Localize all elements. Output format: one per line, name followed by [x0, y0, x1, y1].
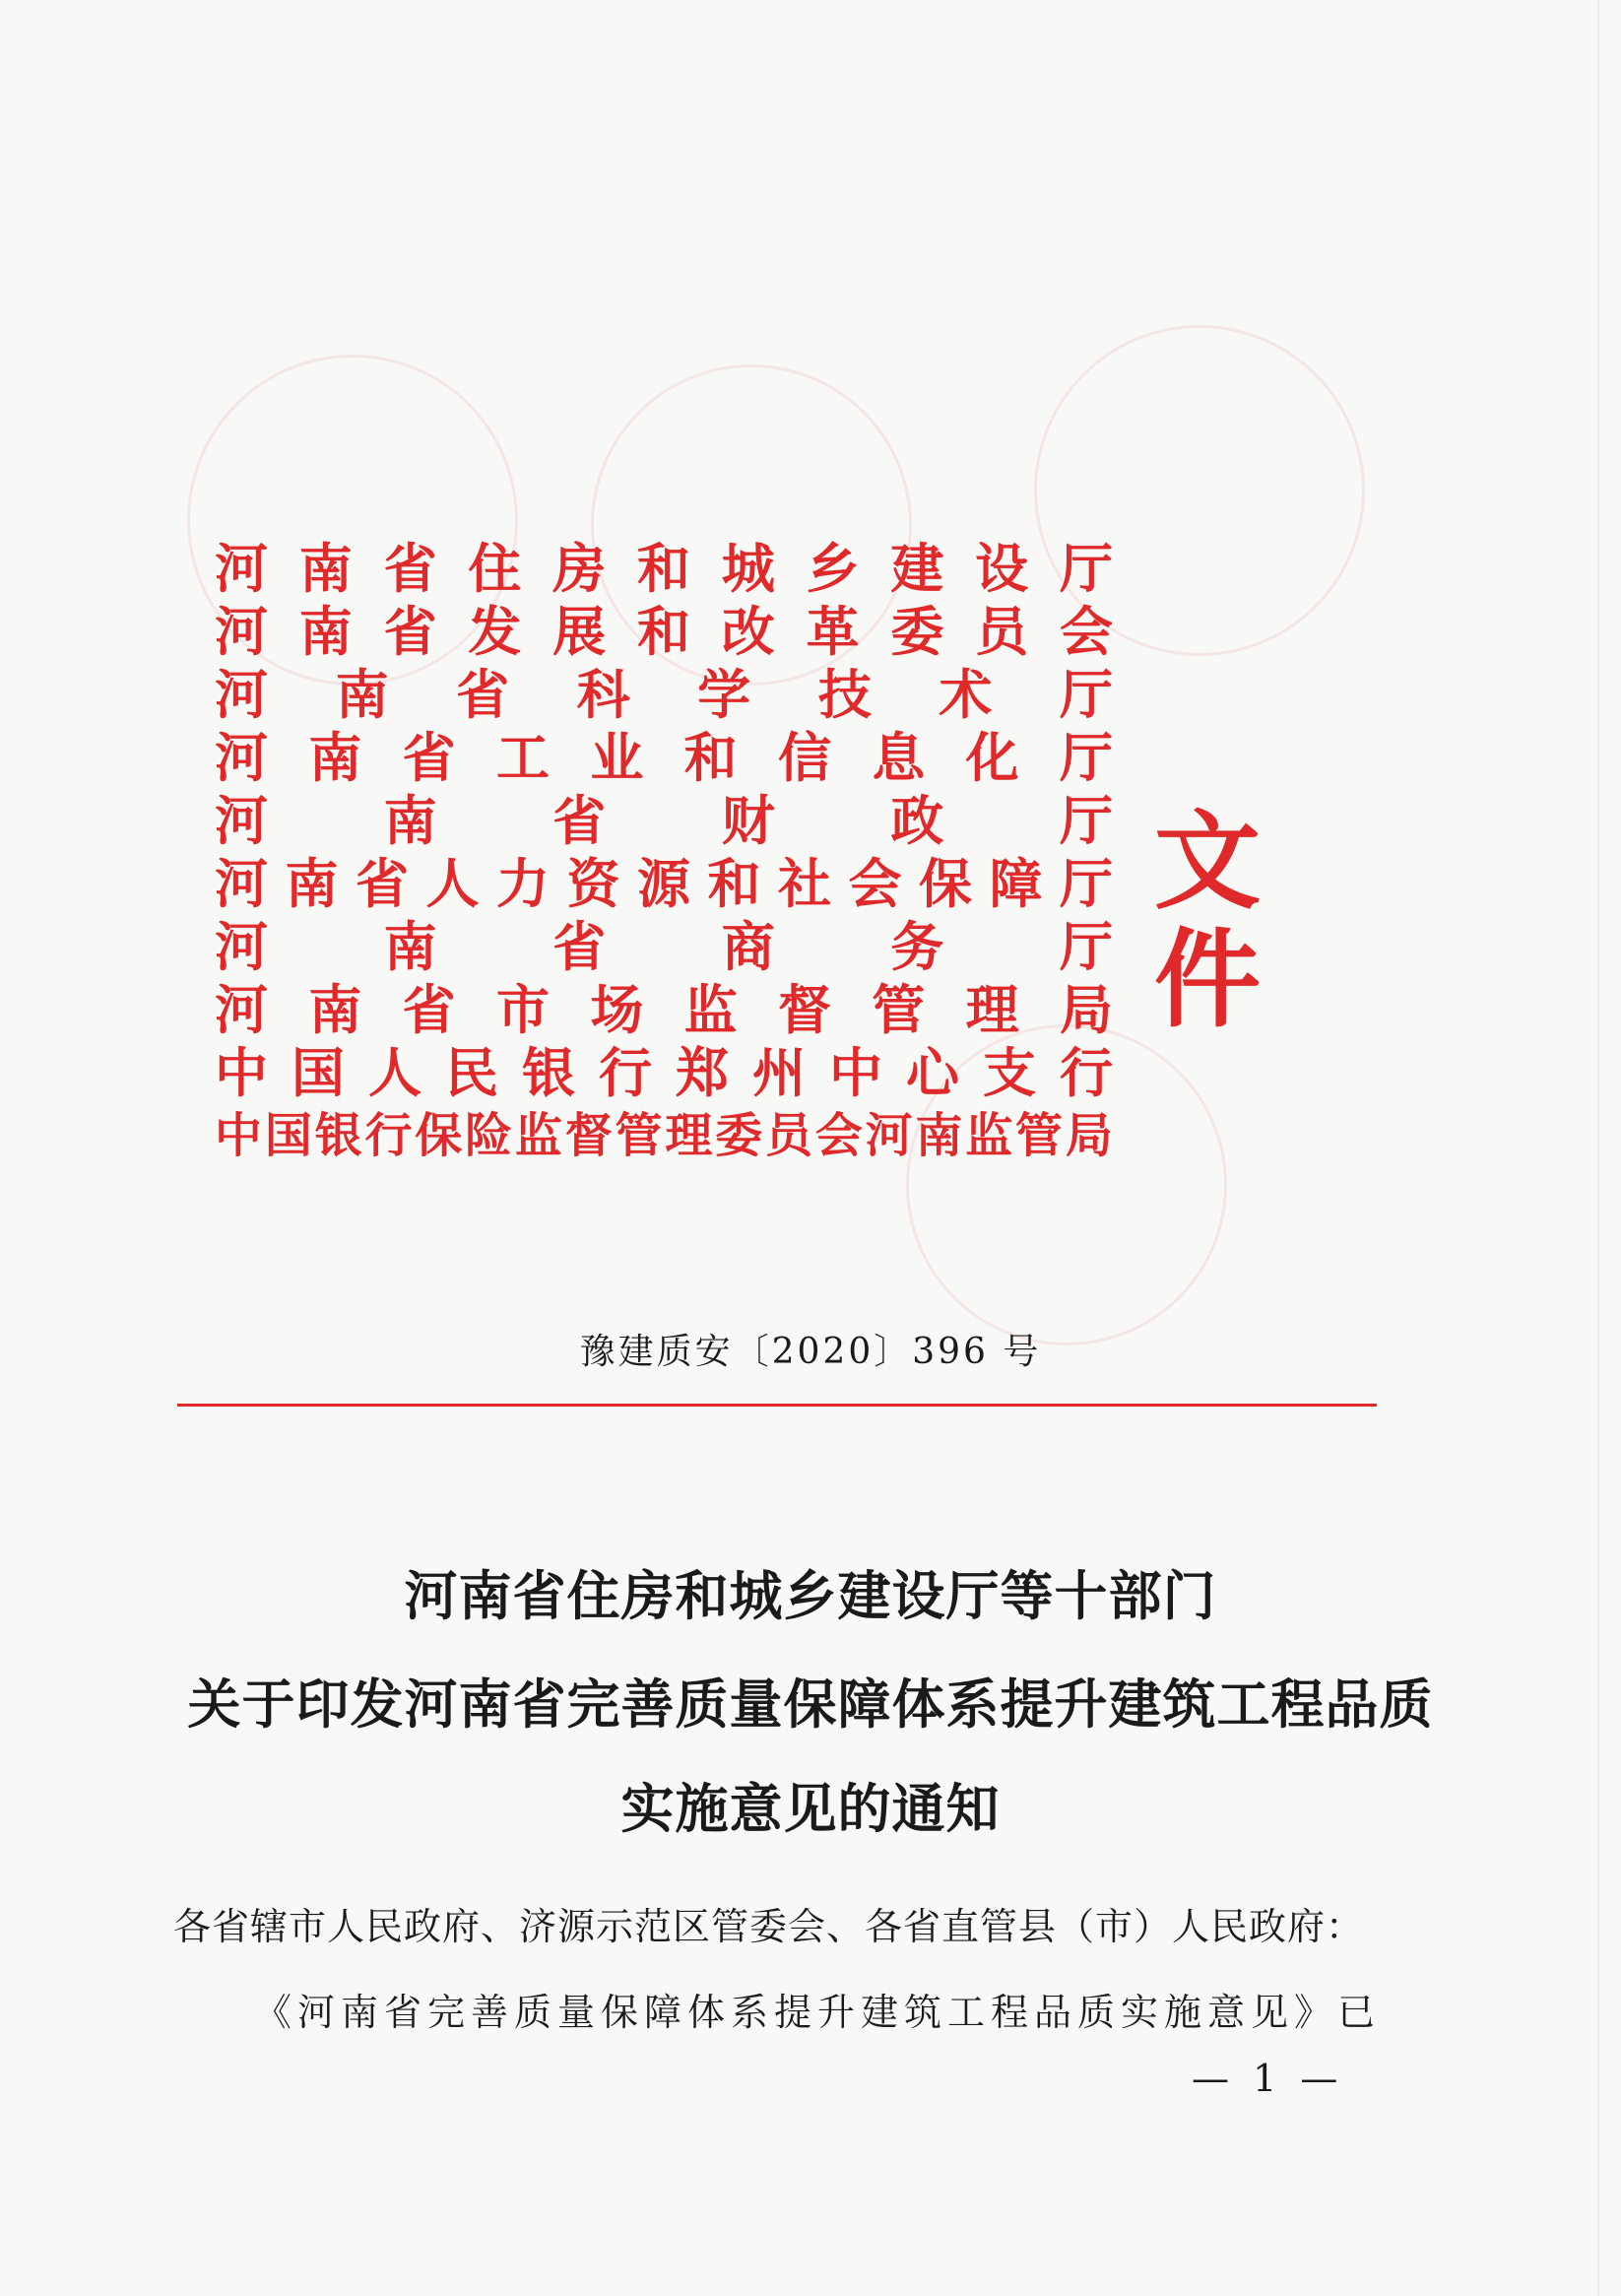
issuer-line: 中 国 人 民 银 行 郑 州 中 心 支 行	[215, 1041, 1113, 1104]
issuer-line: 河 南 省 住 房 和 城 乡 建 设 厅	[215, 537, 1113, 600]
document-number: 豫建质安〔2020〕396 号	[579, 1332, 1042, 1372]
document-label: 文件	[1154, 800, 1265, 1042]
red-separator-line	[177, 1404, 1377, 1407]
issuer-line: 河 南 省 市 场 监 督 管 理 局	[215, 978, 1113, 1041]
binding-edge	[1597, 0, 1599, 2296]
issuer-line: 中 国 银 行 保 险 监 督 管 理 委 员 会 河 南 监 管 局	[215, 1108, 1113, 1163]
title-line-2: 关于印发河南省完善质量保障体系提升建筑工程品质	[187, 1673, 1434, 1736]
body-paragraph-first-line: 《河南省完善质量保障体系提升建筑工程品质实施意见》已	[254, 1991, 1382, 2034]
issuing-authorities	[215, 537, 1113, 1167]
title-line-3: 实施意见的通知	[620, 1778, 1001, 1840]
issuer-line: 河 南 省 财 政 厅	[215, 789, 1113, 852]
issuer-line: 河 南 省 商 务 厅	[215, 915, 1113, 978]
issuer-line: 河 南 省 发 展 和 改 革 委 员 会	[215, 600, 1113, 663]
page-number: — 1 —	[1192, 2057, 1344, 2100]
issuer-line: 河 南 省 人 力 资 源 和 社 会 保 障 厅	[215, 852, 1113, 915]
addressee: 各省辖市人民政府、济源示范区管委会、各省直管县（市）人民政府：	[173, 1905, 1365, 1948]
issuer-line: 河 南 省 工 业 和 信 息 化 厅	[215, 726, 1113, 789]
title-line-1: 河南省住房和城乡建设厅等十部门	[404, 1565, 1217, 1627]
issuer-line: 河 南 省 科 学 技 术 厅	[215, 663, 1113, 726]
